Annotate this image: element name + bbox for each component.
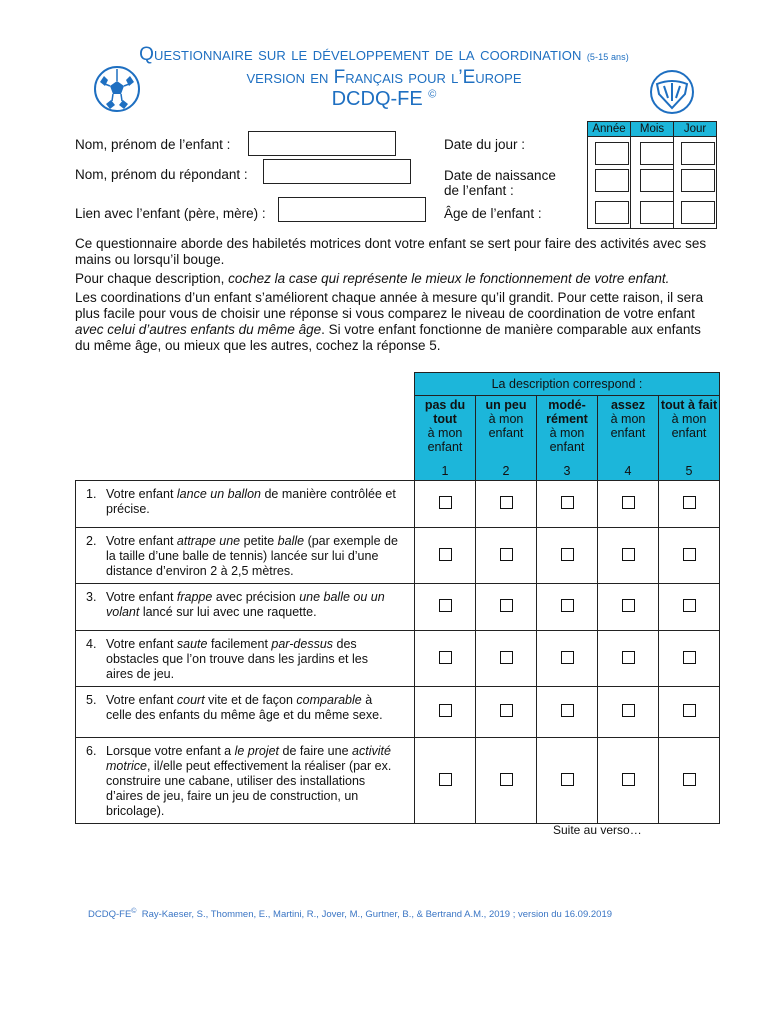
answer-cell xyxy=(659,481,720,528)
continue-text: Suite au verso… xyxy=(553,823,642,837)
column-header-3 xyxy=(537,396,598,481)
column-number: 2 xyxy=(502,464,510,478)
intro-paragraph-1: Ce questionnaire aborde des habiletés motrices dont votre enfant se sert pour faire des activités avec ses mains ou lorsqu’il bouge. xyxy=(75,236,707,267)
checkbox-q3-option-4[interactable] xyxy=(622,599,635,612)
answer-cell xyxy=(537,528,598,584)
question-text-part: lancé sur lui avec une raquette. xyxy=(139,605,317,619)
checkbox-q5-option-5[interactable] xyxy=(683,704,696,717)
checkbox-q3-option-3[interactable] xyxy=(561,599,574,612)
checkbox-q6-option-1[interactable] xyxy=(439,773,452,786)
column-number: 3 xyxy=(563,464,571,478)
table-row xyxy=(76,631,720,687)
column-number: 1 xyxy=(441,464,449,478)
question-number: 3. xyxy=(86,590,97,604)
question-number: 6. xyxy=(86,744,97,758)
age-day-input[interactable] xyxy=(681,201,715,224)
question-number: 4. xyxy=(86,637,97,651)
column-number: 4 xyxy=(624,464,632,478)
checkbox-q6-option-3[interactable] xyxy=(561,773,574,786)
checkbox-q1-option-4[interactable] xyxy=(622,496,635,509)
question-text-part: petite xyxy=(240,534,278,548)
question-text-part: attrape une xyxy=(176,534,241,548)
column-header-rest: à mon enfant xyxy=(549,426,585,454)
question-text-part: comparable xyxy=(296,693,362,707)
question-text xyxy=(106,487,398,517)
answer-cell xyxy=(659,687,720,738)
checkbox-q4-option-3[interactable] xyxy=(561,651,574,664)
column-header-5 xyxy=(659,396,720,481)
question-text-part: avec précision xyxy=(212,590,300,604)
column-header-bold: modé-rément xyxy=(546,398,588,426)
question-text-part: Votre enfant xyxy=(106,637,177,651)
intro-paragraph-2: Pour chaque description, cochez la case qui représente le mieux le fonctionnement de votre enfant. xyxy=(75,271,670,286)
footer-citation: DCDQ-FE© Ray-Kaeser, S., Thommen, E., Martini, R., Jover, M., Gurtner, B., & Bertrand A.M., 2019 ; version du 16.09.2019 xyxy=(88,908,613,921)
question-text-part: activité motrice xyxy=(106,744,391,773)
question-cell xyxy=(76,528,415,584)
question-text-part: , il/elle peut effectivement la réaliser (par ex. construire une cabane, utiliser des installations d’aires de jeu, faire un jeu de construction, un bricolage). xyxy=(106,759,392,818)
answer-cell xyxy=(537,738,598,824)
date-today-year-input[interactable] xyxy=(595,142,629,165)
question-text-part: saute xyxy=(176,637,208,651)
checkbox-q5-option-2[interactable] xyxy=(500,704,513,717)
question-text-part: Votre enfant xyxy=(106,487,177,501)
questionnaire-table xyxy=(75,372,720,824)
question-text-part: Lorsque votre enfant a xyxy=(106,744,235,758)
question-text xyxy=(106,744,398,819)
checkbox-q6-option-2[interactable] xyxy=(500,773,513,786)
relation-input[interactable] xyxy=(278,197,426,222)
answer-cell xyxy=(415,738,476,824)
question-number: 5. xyxy=(86,693,97,707)
column-header-rest: à mon enfant xyxy=(671,412,707,440)
respondent-name-input[interactable] xyxy=(263,159,411,184)
checkbox-q3-option-1[interactable] xyxy=(439,599,452,612)
intro-paragraph-3: Les coordinations d’un enfant s’améliorent chaque année à mesure qu’il grandit. Pour cette raison, il sera plus facile pour vous de choisir une réponse si vous comparez le niveau de coordination de votre enfant avec celui d’autres enfants du même âge. Si votre enfant fonctionne de manière comparable aux enfants du même âge, ou mieux que les autres, cochez la réponse 5. xyxy=(75,290,704,353)
question-text-part: des obstacles que l’on trouve dans les jardins et les aires de jeu. xyxy=(106,637,368,681)
answer-cell xyxy=(476,528,537,584)
birth-day-input[interactable] xyxy=(681,169,715,192)
question-text xyxy=(106,590,398,620)
answer-cell xyxy=(598,738,659,824)
question-text-part: court xyxy=(176,693,205,707)
checkbox-q2-option-2[interactable] xyxy=(500,548,513,561)
table-header-title: La description correspond : xyxy=(415,373,720,396)
answer-cell xyxy=(659,631,720,687)
checkbox-q1-option-5[interactable] xyxy=(683,496,696,509)
date-col-year: Année xyxy=(592,123,626,135)
checkbox-q4-option-5[interactable] xyxy=(683,651,696,664)
date-today-month-input[interactable] xyxy=(640,142,674,165)
checkbox-q2-option-1[interactable] xyxy=(439,548,452,561)
table-row xyxy=(76,687,720,738)
answer-cell xyxy=(415,481,476,528)
column-header-bold: un peu xyxy=(485,398,527,412)
age-month-input[interactable] xyxy=(640,201,674,224)
checkbox-q6-option-4[interactable] xyxy=(622,773,635,786)
column-header-4 xyxy=(598,396,659,481)
answer-cell xyxy=(415,584,476,631)
question-number: 2. xyxy=(86,534,97,548)
table-row xyxy=(76,584,720,631)
answer-cell xyxy=(415,687,476,738)
answer-cell xyxy=(476,687,537,738)
checkbox-q6-option-5[interactable] xyxy=(683,773,696,786)
age-label: Âge de l’enfant : xyxy=(444,206,542,221)
column-header-bold: pas du tout xyxy=(424,398,466,426)
question-cell xyxy=(76,481,415,528)
answer-cell xyxy=(476,631,537,687)
checkbox-q4-option-4[interactable] xyxy=(622,651,635,664)
question-text xyxy=(106,637,398,682)
checkbox-q2-option-5[interactable] xyxy=(683,548,696,561)
question-text-part: (par exemple de la taille d’une balle de tennis) lancée sur lui d’une distance d’environ 2 à 2,5 mètres. xyxy=(106,534,398,578)
checkbox-q2-option-3[interactable] xyxy=(561,548,574,561)
question-text xyxy=(106,534,398,579)
checkbox-q5-option-3[interactable] xyxy=(561,704,574,717)
column-header-rest: à mon enfant xyxy=(610,412,646,440)
column-header-rest: à mon enfant xyxy=(488,412,524,440)
birth-year-input[interactable] xyxy=(595,169,629,192)
column-header-rest: à mon enfant xyxy=(427,426,463,454)
checkbox-q1-option-1[interactable] xyxy=(439,496,452,509)
relation-label: Lien avec l’enfant (père, mère) : xyxy=(75,206,266,221)
child-name-label: Nom, prénom de l’enfant : xyxy=(75,137,231,152)
answer-cell xyxy=(415,631,476,687)
question-cell xyxy=(76,687,415,738)
table-row xyxy=(76,481,720,528)
date-today-label: Date du jour : xyxy=(444,137,526,152)
question-text-part: facilement xyxy=(207,637,272,651)
question-text-part: à celle des enfants du même âge et du même sexe. xyxy=(106,693,383,722)
answer-cell xyxy=(598,584,659,631)
question-text-part: balle xyxy=(277,534,305,548)
checkbox-q5-option-4[interactable] xyxy=(622,704,635,717)
answer-cell xyxy=(598,687,659,738)
age-year-input[interactable] xyxy=(595,201,629,224)
question-cell xyxy=(76,738,415,824)
column-header-1 xyxy=(415,396,476,481)
title-line-3: DCDQ-FE © xyxy=(331,88,437,110)
answer-cell xyxy=(537,481,598,528)
question-text-part: par-dessus xyxy=(271,637,334,651)
answer-cell xyxy=(659,584,720,631)
date-col-month: Mois xyxy=(639,123,665,135)
answer-cell xyxy=(476,738,537,824)
birth-month-input[interactable] xyxy=(640,169,674,192)
checkbox-q4-option-1[interactable] xyxy=(439,651,452,664)
checkbox-q1-option-2[interactable] xyxy=(500,496,513,509)
answer-cell xyxy=(598,481,659,528)
question-text-part: une balle ou un volant xyxy=(106,590,385,619)
answer-cell xyxy=(537,687,598,738)
question-text-part: vite et de façon xyxy=(204,693,297,707)
column-header-bold: assez xyxy=(610,398,646,412)
column-number: 5 xyxy=(685,464,693,478)
question-cell xyxy=(76,584,415,631)
answer-cell xyxy=(415,528,476,584)
question-cell xyxy=(76,631,415,687)
checkbox-q5-option-1[interactable] xyxy=(439,704,452,717)
answer-cell xyxy=(537,584,598,631)
question-text-part: Votre enfant xyxy=(106,590,177,604)
answer-cell xyxy=(598,631,659,687)
question-text-part: le projet xyxy=(234,744,280,758)
checkbox-q1-option-3[interactable] xyxy=(561,496,574,509)
title-line-1: Questionnaire sur le développement de la coordination (5-15 ans) xyxy=(139,44,629,65)
respondent-name-label: Nom, prénom du répondant : xyxy=(75,167,248,182)
column-header-2 xyxy=(476,396,537,481)
question-number: 1. xyxy=(86,487,97,501)
question-text xyxy=(106,693,398,723)
checkbox-q3-option-2[interactable] xyxy=(500,599,513,612)
question-text-part: lance un ballon xyxy=(176,487,261,501)
checkbox-q3-option-5[interactable] xyxy=(683,599,696,612)
checkbox-q4-option-2[interactable] xyxy=(500,651,513,664)
date-today-day-input[interactable] xyxy=(681,142,715,165)
question-text-part: frappe xyxy=(176,590,213,604)
date-grid xyxy=(587,121,717,229)
question-text-part: de faire une xyxy=(279,744,353,758)
date-col-day: Jour xyxy=(683,123,707,135)
question-text-part: Votre enfant xyxy=(106,534,177,548)
answer-cell xyxy=(659,528,720,584)
answer-cell xyxy=(659,738,720,824)
answer-cell xyxy=(476,584,537,631)
table-row xyxy=(76,738,720,824)
column-header-bold: tout à fait xyxy=(660,398,718,412)
answer-cell xyxy=(476,481,537,528)
title-line-2: version en Français pour l’Europe xyxy=(246,67,522,88)
table-row xyxy=(76,528,720,584)
answer-cell xyxy=(537,631,598,687)
birth-date-label: Date de naissance de l’enfant : xyxy=(444,168,556,198)
question-text-part: de manière contrôlée et précise. xyxy=(106,487,396,516)
question-text-part: Votre enfant xyxy=(106,693,177,707)
checkbox-q2-option-4[interactable] xyxy=(622,548,635,561)
answer-cell xyxy=(598,528,659,584)
child-name-input[interactable] xyxy=(248,131,396,156)
